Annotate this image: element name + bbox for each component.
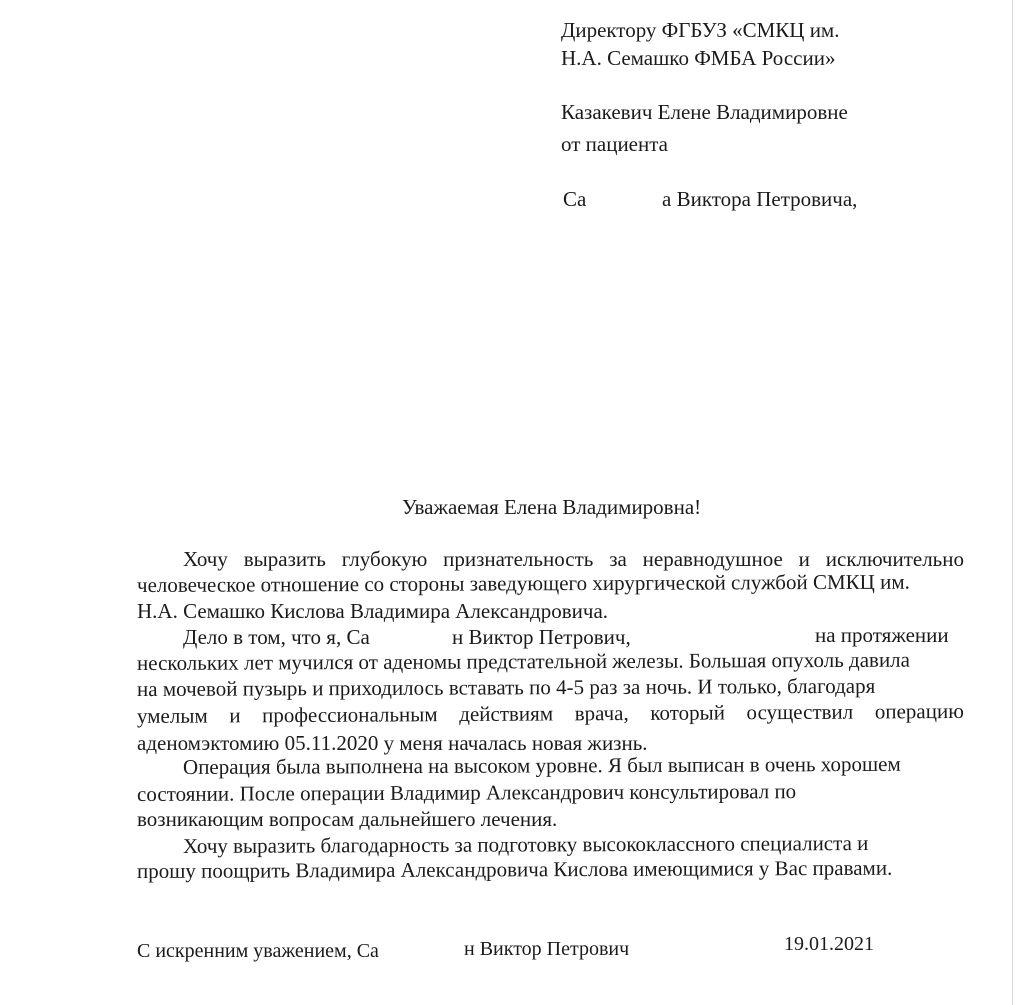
line-text: умелым и профессиональным действиям врача, который осуществил операцию: [136, 698, 964, 728]
addressee-name: Казакевич Елене Владимировне: [561, 100, 848, 124]
paragraph-line: состоянии. После операции Владимир Александрович консультировал по: [136, 779, 797, 806]
addressee-line-2: Н.А. Семашко ФМБА России»: [561, 46, 836, 70]
addressee-from: от пациента: [561, 132, 668, 156]
line-text: Хочу выразить глубокую признательность за неравнодушное и исключительно: [183, 547, 964, 571]
signature-part2: н Виктор Петрович: [464, 938, 630, 960]
paragraph-line: возникающим вопросам дальнейшего лечения.: [137, 807, 558, 831]
signature-part1: С искренним уважением, Са: [137, 940, 379, 962]
p2-line-part3: на протяжении: [815, 623, 949, 647]
paragraph-line: прошу поощрить Владимира Александровича Кислова имеющимися у Вас правами.: [136, 855, 893, 883]
paragraph-line: Операция была выполнена на высоком уровне. Я был выписан в очень хорошем: [182, 751, 901, 779]
paragraph-line: Н.А. Семашко Кислова Владимира Александровича.: [137, 599, 609, 623]
p2-line-part2: н Виктор Петрович,: [452, 625, 631, 649]
sender-name-part2: а Виктора Петровича,: [662, 187, 858, 211]
sender-name-part1: Са: [563, 187, 587, 211]
paragraph-line: на мочевой пузырь и приходилось вставать по 4-5 раз за ночь. И только, благодаря: [136, 673, 876, 701]
paragraph-line: нескольких лет мучился от аденомы предстательной железы. Большая опухоль давила: [136, 647, 911, 675]
paragraph-line: аденомэктомию 05.11.2020 у меня началась новая жизнь.: [137, 731, 648, 755]
salutation: Уважаемая Елена Владимировна!: [402, 495, 702, 519]
p2-line-part1: Дело в том, что я, Са: [183, 625, 370, 649]
signature-date: 19.01.2021: [784, 933, 874, 955]
paragraph-line-justified: [136, 698, 964, 728]
paragraph-line: [183, 549, 964, 570]
paragraph-line: Хочу выразить благодарность за подготовку высококлассного специалиста и: [182, 831, 869, 858]
addressee-line-1: Директору ФГБУЗ «СМКЦ им.: [561, 18, 840, 42]
scan-edge-line: [1012, 0, 1013, 1005]
paragraph-line: человеческое отношение со стороны заведующего хирургической службой СМКЦ им.: [136, 569, 910, 597]
